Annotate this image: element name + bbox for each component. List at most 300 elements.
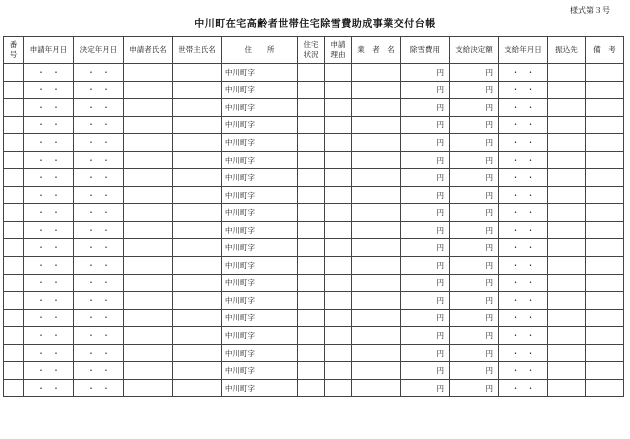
transfer-destination-cell (548, 309, 586, 327)
application-reason-cell (325, 134, 352, 152)
snow-removal-cost-cell: 円 (401, 362, 450, 380)
header-address: 住 所 (222, 37, 298, 64)
snow-removal-cost-cell: 円 (401, 239, 450, 257)
decision-date-cell: ・ ・ (74, 327, 124, 345)
householder-name-cell (173, 81, 222, 99)
row-number-cell (4, 221, 24, 239)
application-reason-cell (325, 116, 352, 134)
application-date-cell: ・ ・ (24, 81, 74, 99)
payment-date-cell: ・ ・ (499, 309, 548, 327)
header-approved-amount: 支給決定額 (450, 37, 499, 64)
remarks-cell (586, 327, 624, 345)
row-number-cell (4, 257, 24, 275)
application-date-cell: ・ ・ (24, 186, 74, 204)
application-date-cell: ・ ・ (24, 151, 74, 169)
row-number-cell (4, 204, 24, 222)
applicant-name-cell (124, 327, 173, 345)
application-date-cell: ・ ・ (24, 257, 74, 275)
decision-date-cell: ・ ・ (74, 221, 124, 239)
table-row (4, 239, 624, 257)
housing-status-cell (298, 309, 325, 327)
decision-date-cell: ・ ・ (74, 309, 124, 327)
address-cell: 中川町字 (222, 274, 298, 292)
transfer-destination-cell (548, 116, 586, 134)
transfer-destination-cell (548, 151, 586, 169)
approved-amount-cell: 円 (450, 169, 499, 187)
applicant-name-cell (124, 221, 173, 239)
snow-removal-cost-cell: 円 (401, 134, 450, 152)
contractor-name-cell (352, 204, 401, 222)
table-row (4, 379, 624, 397)
address-cell: 中川町字 (222, 239, 298, 257)
payment-date-cell: ・ ・ (499, 151, 548, 169)
payment-date-cell: ・ ・ (499, 274, 548, 292)
address-cell: 中川町字 (222, 64, 298, 82)
transfer-destination-cell (548, 134, 586, 152)
remarks-cell (586, 116, 624, 134)
householder-name-cell (173, 151, 222, 169)
transfer-destination-cell (548, 186, 586, 204)
housing-status-cell (298, 151, 325, 169)
transfer-destination-cell (548, 379, 586, 397)
householder-name-cell (173, 186, 222, 204)
row-number-cell (4, 379, 24, 397)
applicant-name-cell (124, 151, 173, 169)
row-number-cell (4, 81, 24, 99)
transfer-destination-cell (548, 221, 586, 239)
remarks-cell (586, 239, 624, 257)
contractor-name-cell (352, 344, 401, 362)
header-application-date: 申請年月日 (24, 37, 74, 64)
header-applicant-name: 申請者氏名 (124, 37, 173, 64)
row-number-cell (4, 64, 24, 82)
application-reason-cell (325, 204, 352, 222)
remarks-cell (586, 81, 624, 99)
housing-status-cell (298, 257, 325, 275)
row-number-cell (4, 99, 24, 117)
address-cell: 中川町字 (222, 204, 298, 222)
header-number: 番号 (4, 37, 24, 64)
approved-amount-cell: 円 (450, 344, 499, 362)
approved-amount-cell: 円 (450, 379, 499, 397)
table-row (4, 221, 624, 239)
housing-status-cell (298, 344, 325, 362)
header-row (4, 37, 624, 64)
householder-name-cell (173, 379, 222, 397)
application-reason-cell (325, 64, 352, 82)
row-number-cell (4, 274, 24, 292)
remarks-cell (586, 257, 624, 275)
snow-removal-cost-cell: 円 (401, 116, 450, 134)
decision-date-cell: ・ ・ (74, 274, 124, 292)
snow-removal-cost-cell: 円 (401, 64, 450, 82)
decision-date-cell: ・ ・ (74, 64, 124, 82)
address-cell: 中川町字 (222, 327, 298, 345)
transfer-destination-cell (548, 292, 586, 310)
payment-date-cell: ・ ・ (499, 204, 548, 222)
table-row (4, 99, 624, 117)
application-date-cell: ・ ・ (24, 169, 74, 187)
contractor-name-cell (352, 221, 401, 239)
housing-status-cell (298, 81, 325, 99)
housing-status-cell (298, 274, 325, 292)
application-reason-cell (325, 99, 352, 117)
payment-date-cell: ・ ・ (499, 292, 548, 310)
snow-removal-cost-cell: 円 (401, 309, 450, 327)
decision-date-cell: ・ ・ (74, 239, 124, 257)
row-number-cell (4, 292, 24, 310)
remarks-cell (586, 221, 624, 239)
applicant-name-cell (124, 362, 173, 380)
application-date-cell: ・ ・ (24, 64, 74, 82)
application-date-cell: ・ ・ (24, 362, 74, 380)
address-cell: 中川町字 (222, 221, 298, 239)
housing-status-cell (298, 292, 325, 310)
ledger-body (4, 64, 624, 397)
approved-amount-cell: 円 (450, 151, 499, 169)
householder-name-cell (173, 116, 222, 134)
application-reason-cell (325, 257, 352, 275)
householder-name-cell (173, 221, 222, 239)
householder-name-cell (173, 169, 222, 187)
application-reason-cell (325, 151, 352, 169)
decision-date-cell: ・ ・ (74, 186, 124, 204)
decision-date-cell: ・ ・ (74, 116, 124, 134)
payment-date-cell: ・ ・ (499, 169, 548, 187)
snow-removal-cost-cell: 円 (401, 379, 450, 397)
approved-amount-cell: 円 (450, 99, 499, 117)
application-date-cell: ・ ・ (24, 134, 74, 152)
decision-date-cell: ・ ・ (74, 134, 124, 152)
decision-date-cell: ・ ・ (74, 204, 124, 222)
payment-date-cell: ・ ・ (499, 64, 548, 82)
householder-name-cell (173, 362, 222, 380)
applicant-name-cell (124, 186, 173, 204)
contractor-name-cell (352, 239, 401, 257)
application-date-cell: ・ ・ (24, 379, 74, 397)
address-cell: 中川町字 (222, 81, 298, 99)
application-reason-cell (325, 221, 352, 239)
table-row (4, 344, 624, 362)
application-reason-cell (325, 186, 352, 204)
row-number-cell (4, 134, 24, 152)
ledger-table (3, 36, 624, 397)
contractor-name-cell (352, 116, 401, 134)
application-reason-cell (325, 239, 352, 257)
remarks-cell (586, 274, 624, 292)
householder-name-cell (173, 134, 222, 152)
approved-amount-cell: 円 (450, 81, 499, 99)
applicant-name-cell (124, 81, 173, 99)
snow-removal-cost-cell: 円 (401, 99, 450, 117)
table-row (4, 274, 624, 292)
row-number-cell (4, 151, 24, 169)
householder-name-cell (173, 257, 222, 275)
householder-name-cell (173, 204, 222, 222)
snow-removal-cost-cell: 円 (401, 274, 450, 292)
address-cell: 中川町字 (222, 151, 298, 169)
table-row (4, 169, 624, 187)
remarks-cell (586, 362, 624, 380)
decision-date-cell: ・ ・ (74, 362, 124, 380)
housing-status-cell (298, 186, 325, 204)
application-reason-cell (325, 292, 352, 310)
remarks-cell (586, 309, 624, 327)
table-row (4, 204, 624, 222)
row-number-cell (4, 186, 24, 204)
snow-removal-cost-cell: 円 (401, 257, 450, 275)
contractor-name-cell (352, 257, 401, 275)
table-row (4, 327, 624, 345)
applicant-name-cell (124, 257, 173, 275)
address-cell: 中川町字 (222, 362, 298, 380)
payment-date-cell: ・ ・ (499, 257, 548, 275)
approved-amount-cell: 円 (450, 274, 499, 292)
payment-date-cell: ・ ・ (499, 221, 548, 239)
address-cell: 中川町字 (222, 257, 298, 275)
transfer-destination-cell (548, 169, 586, 187)
approved-amount-cell: 円 (450, 134, 499, 152)
application-date-cell: ・ ・ (24, 116, 74, 134)
approved-amount-cell: 円 (450, 292, 499, 310)
housing-status-cell (298, 99, 325, 117)
snow-removal-cost-cell: 円 (401, 344, 450, 362)
householder-name-cell (173, 274, 222, 292)
applicant-name-cell (124, 99, 173, 117)
payment-date-cell: ・ ・ (499, 327, 548, 345)
application-date-cell: ・ ・ (24, 239, 74, 257)
contractor-name-cell (352, 64, 401, 82)
approved-amount-cell: 円 (450, 186, 499, 204)
householder-name-cell (173, 99, 222, 117)
address-cell: 中川町字 (222, 99, 298, 117)
approved-amount-cell: 円 (450, 64, 499, 82)
transfer-destination-cell (548, 344, 586, 362)
application-date-cell: ・ ・ (24, 204, 74, 222)
approved-amount-cell: 円 (450, 362, 499, 380)
application-reason-cell (325, 379, 352, 397)
application-date-cell: ・ ・ (24, 327, 74, 345)
householder-name-cell (173, 239, 222, 257)
table-row (4, 186, 624, 204)
transfer-destination-cell (548, 274, 586, 292)
applicant-name-cell (124, 344, 173, 362)
applicant-name-cell (124, 64, 173, 82)
row-number-cell (4, 169, 24, 187)
decision-date-cell: ・ ・ (74, 99, 124, 117)
housing-status-cell (298, 116, 325, 134)
contractor-name-cell (352, 134, 401, 152)
address-cell: 中川町字 (222, 169, 298, 187)
payment-date-cell: ・ ・ (499, 81, 548, 99)
approved-amount-cell: 円 (450, 239, 499, 257)
snow-removal-cost-cell: 円 (401, 169, 450, 187)
application-reason-cell (325, 81, 352, 99)
applicant-name-cell (124, 169, 173, 187)
payment-date-cell: ・ ・ (499, 362, 548, 380)
application-date-cell: ・ ・ (24, 309, 74, 327)
application-reason-cell (325, 274, 352, 292)
application-date-cell: ・ ・ (24, 274, 74, 292)
applicant-name-cell (124, 239, 173, 257)
row-number-cell (4, 309, 24, 327)
address-cell: 中川町字 (222, 116, 298, 134)
row-number-cell (4, 116, 24, 134)
contractor-name-cell (352, 292, 401, 310)
housing-status-cell (298, 327, 325, 345)
address-cell: 中川町字 (222, 186, 298, 204)
snow-removal-cost-cell: 円 (401, 151, 450, 169)
table-row (4, 134, 624, 152)
applicant-name-cell (124, 274, 173, 292)
housing-status-cell (298, 134, 325, 152)
approved-amount-cell: 円 (450, 257, 499, 275)
contractor-name-cell (352, 362, 401, 380)
form-number: 様式第３号 (570, 6, 610, 15)
application-reason-cell (325, 344, 352, 362)
row-number-cell (4, 327, 24, 345)
remarks-cell (586, 292, 624, 310)
snow-removal-cost-cell: 円 (401, 327, 450, 345)
housing-status-cell (298, 362, 325, 380)
payment-date-cell: ・ ・ (499, 116, 548, 134)
householder-name-cell (173, 309, 222, 327)
decision-date-cell: ・ ・ (74, 344, 124, 362)
row-number-cell (4, 362, 24, 380)
householder-name-cell (173, 344, 222, 362)
remarks-cell (586, 169, 624, 187)
transfer-destination-cell (548, 327, 586, 345)
decision-date-cell: ・ ・ (74, 151, 124, 169)
contractor-name-cell (352, 99, 401, 117)
snow-removal-cost-cell: 円 (401, 221, 450, 239)
remarks-cell (586, 204, 624, 222)
payment-date-cell: ・ ・ (499, 99, 548, 117)
approved-amount-cell: 円 (450, 327, 499, 345)
housing-status-cell (298, 169, 325, 187)
housing-status-cell (298, 239, 325, 257)
application-reason-cell (325, 362, 352, 380)
application-reason-cell (325, 327, 352, 345)
table-row (4, 309, 624, 327)
header-payment-date: 支給年月日 (499, 37, 548, 64)
approved-amount-cell: 円 (450, 309, 499, 327)
applicant-name-cell (124, 309, 173, 327)
decision-date-cell: ・ ・ (74, 81, 124, 99)
decision-date-cell: ・ ・ (74, 379, 124, 397)
applicant-name-cell (124, 292, 173, 310)
application-reason-cell (325, 169, 352, 187)
contractor-name-cell (352, 379, 401, 397)
decision-date-cell: ・ ・ (74, 257, 124, 275)
address-cell: 中川町字 (222, 309, 298, 327)
transfer-destination-cell (548, 64, 586, 82)
header-application-reason: 申請理由 (325, 37, 352, 64)
contractor-name-cell (352, 81, 401, 99)
header-householder-name: 世帯主氏名 (173, 37, 222, 64)
page-title: 中川町在宅高齢者世帯住宅除雪費助成事業交付台帳 (194, 19, 436, 30)
address-cell: 中川町字 (222, 344, 298, 362)
header-contractor-name: 業 者 名 (352, 37, 401, 64)
approved-amount-cell: 円 (450, 116, 499, 134)
payment-date-cell: ・ ・ (499, 134, 548, 152)
remarks-cell (586, 99, 624, 117)
contractor-name-cell (352, 309, 401, 327)
row-number-cell (4, 239, 24, 257)
applicant-name-cell (124, 379, 173, 397)
remarks-cell (586, 151, 624, 169)
address-cell: 中川町字 (222, 134, 298, 152)
header-snow-removal-cost: 除雪費用 (401, 37, 450, 64)
application-date-cell: ・ ・ (24, 292, 74, 310)
transfer-destination-cell (548, 99, 586, 117)
address-cell: 中川町字 (222, 379, 298, 397)
housing-status-cell (298, 379, 325, 397)
snow-removal-cost-cell: 円 (401, 292, 450, 310)
table-row (4, 362, 624, 380)
contractor-name-cell (352, 151, 401, 169)
applicant-name-cell (124, 134, 173, 152)
payment-date-cell: ・ ・ (499, 379, 548, 397)
applicant-name-cell (124, 116, 173, 134)
header-decision-date: 決定年月日 (74, 37, 124, 64)
table-row (4, 116, 624, 134)
table-row (4, 151, 624, 169)
householder-name-cell (173, 292, 222, 310)
housing-status-cell (298, 221, 325, 239)
snow-removal-cost-cell: 円 (401, 186, 450, 204)
remarks-cell (586, 134, 624, 152)
table-row (4, 81, 624, 99)
remarks-cell (586, 344, 624, 362)
header-housing-status: 住宅状況 (298, 37, 325, 64)
householder-name-cell (173, 64, 222, 82)
payment-date-cell: ・ ・ (499, 344, 548, 362)
approved-amount-cell: 円 (450, 221, 499, 239)
remarks-cell (586, 64, 624, 82)
payment-date-cell: ・ ・ (499, 186, 548, 204)
transfer-destination-cell (548, 81, 586, 99)
address-cell: 中川町字 (222, 292, 298, 310)
row-number-cell (4, 344, 24, 362)
header-transfer-destination: 振込先 (548, 37, 586, 64)
transfer-destination-cell (548, 239, 586, 257)
transfer-destination-cell (548, 362, 586, 380)
contractor-name-cell (352, 169, 401, 187)
housing-status-cell (298, 204, 325, 222)
application-date-cell: ・ ・ (24, 221, 74, 239)
snow-removal-cost-cell: 円 (401, 204, 450, 222)
table-row (4, 64, 624, 82)
householder-name-cell (173, 327, 222, 345)
applicant-name-cell (124, 204, 173, 222)
table-row (4, 257, 624, 275)
approved-amount-cell: 円 (450, 204, 499, 222)
housing-status-cell (298, 64, 325, 82)
decision-date-cell: ・ ・ (74, 292, 124, 310)
snow-removal-cost-cell: 円 (401, 81, 450, 99)
contractor-name-cell (352, 186, 401, 204)
remarks-cell (586, 186, 624, 204)
contractor-name-cell (352, 327, 401, 345)
payment-date-cell: ・ ・ (499, 239, 548, 257)
contractor-name-cell (352, 274, 401, 292)
application-date-cell: ・ ・ (24, 344, 74, 362)
decision-date-cell: ・ ・ (74, 169, 124, 187)
application-reason-cell (325, 309, 352, 327)
table-row (4, 292, 624, 310)
transfer-destination-cell (548, 257, 586, 275)
